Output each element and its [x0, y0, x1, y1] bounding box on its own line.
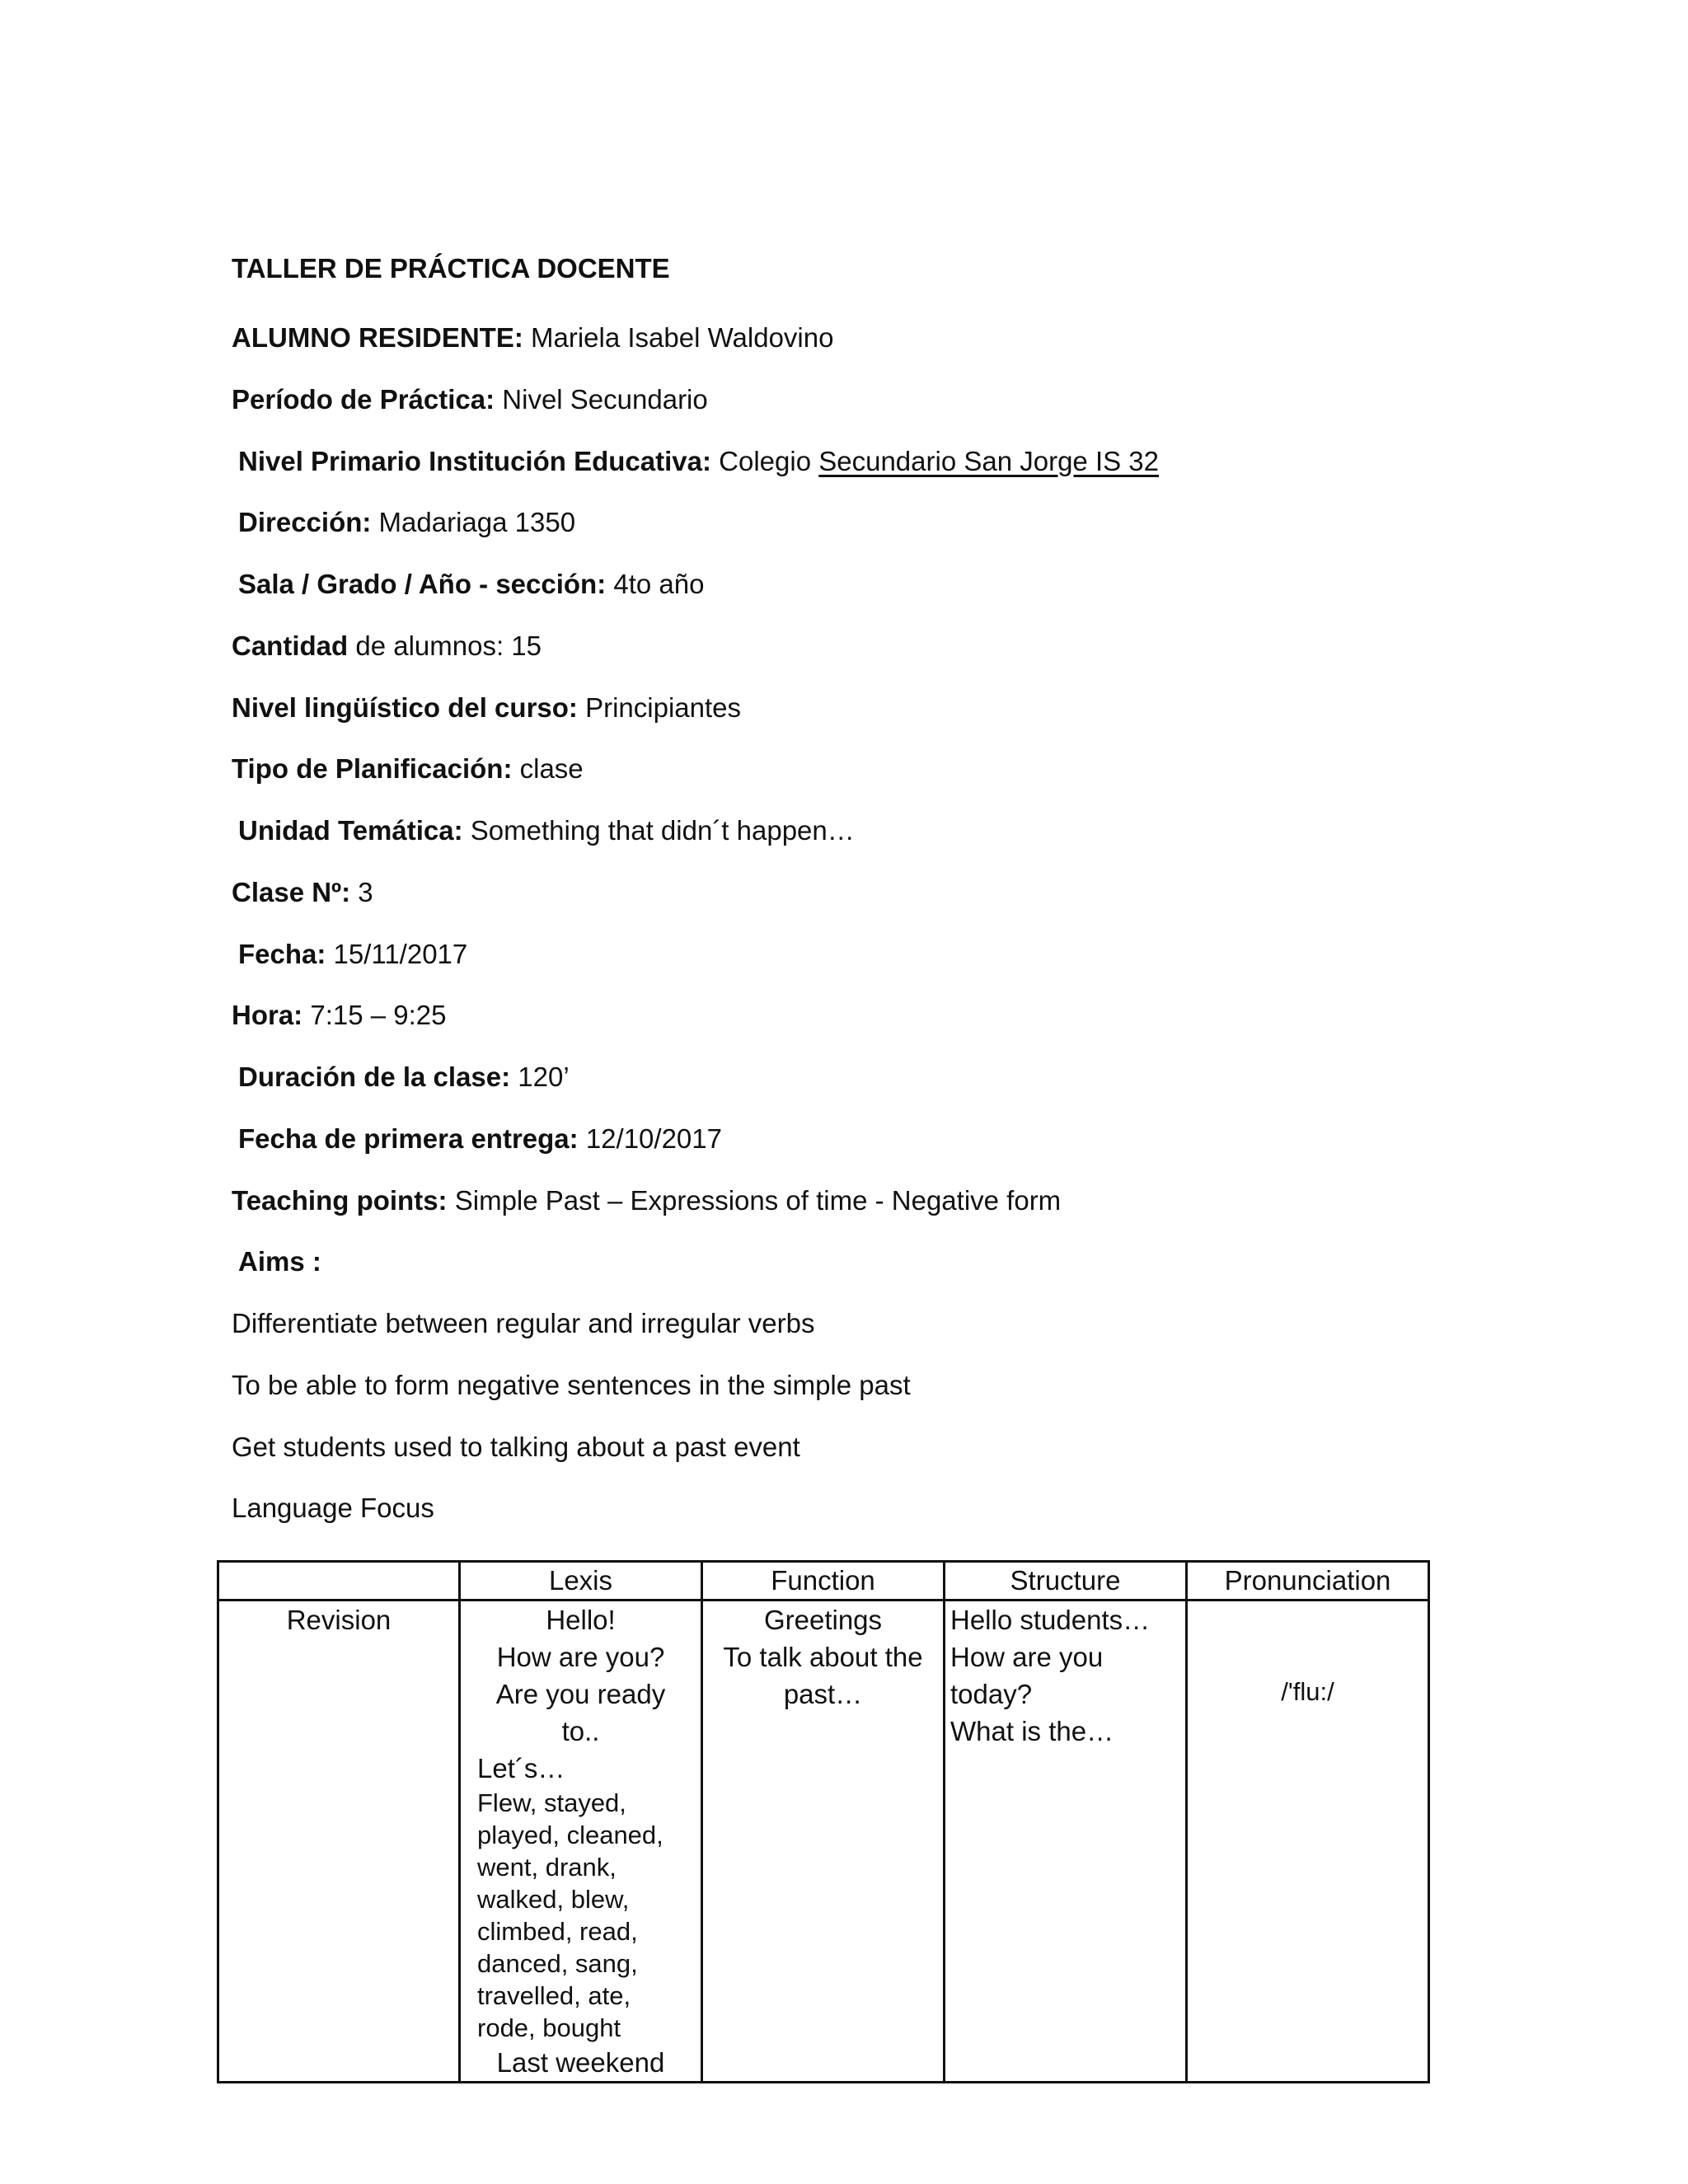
header-function: Function: [702, 1562, 945, 1601]
function-line: past…: [783, 1679, 863, 1709]
row-label-revision: Revision: [218, 1601, 460, 2083]
verb-line: travelled, ate,: [477, 1981, 631, 2010]
function-line: Greetings: [763, 1605, 883, 1635]
structure-line: How are you: [950, 1642, 1104, 1672]
header-empty: [218, 1562, 460, 1601]
lexis-verbs: [466, 1787, 696, 2044]
lexis-line: Hello!: [546, 1605, 616, 1635]
field-unidad: Unidad Temática: Something that didn´t happen…: [238, 815, 855, 846]
verb-line: Flew, stayed,: [477, 1788, 626, 1817]
header-pronunciation: Pronunciation: [1187, 1562, 1429, 1601]
verb-line: danced, sang,: [477, 1949, 638, 1978]
lexis-line: How are you?: [496, 1642, 665, 1672]
field-aims: Aims :: [238, 1246, 321, 1277]
field-periodo: Período de Práctica: Nivel Secundario: [232, 384, 708, 415]
field-institucion: Nivel Primario Institución Educativa: Colegio Secundario San Jorge IS 32: [238, 446, 1160, 476]
field-clase: Clase Nº: 3: [232, 877, 373, 907]
header-structure: Structure: [945, 1562, 1187, 1601]
lexis-line: to..: [561, 1716, 600, 1746]
pronunciation-cell: [1187, 1601, 1429, 2083]
aim-item: Get students used to talking about a past event: [232, 1432, 800, 1462]
aim-item: Differentiate between regular and irregular verbs: [232, 1308, 815, 1338]
field-nivel: Nivel lingüístico del curso: Principiantes: [232, 692, 742, 723]
verb-line: climbed, read,: [477, 1917, 638, 1946]
field-cantidad: Cantidad de alumnos: 15: [232, 630, 542, 661]
table-header-row: [218, 1562, 1429, 1601]
lexis-lets: Let´s…: [477, 1753, 565, 1783]
field-alumno: ALUMNO RESIDENTE: Mariela Isabel Waldovino: [232, 322, 834, 353]
function-line: To talk about the: [723, 1642, 923, 1672]
lexis-line: Are you ready: [495, 1679, 666, 1709]
verb-line: walked, blew,: [477, 1885, 630, 1914]
field-tipo: Tipo de Planificación: clase: [232, 753, 584, 784]
structure-line: Hello students…: [950, 1605, 1151, 1635]
verb-line: rode, bought: [477, 2013, 621, 2042]
field-teaching-points: Teaching points: Simple Past – Expressions of time - Negative form: [232, 1185, 1062, 1216]
field-sala: Sala / Grado / Año - sección: 4to año: [238, 569, 705, 599]
lexis-cell: [460, 1601, 702, 2083]
verb-line: played, cleaned,: [477, 1821, 663, 1849]
table-row: [218, 1601, 1429, 2083]
field-fecha: Fecha: 15/11/2017: [238, 939, 468, 969]
language-focus-table: [217, 1560, 1430, 2083]
field-fecha-entrega: Fecha de primera entrega: 12/10/2017: [238, 1123, 722, 1154]
pronunciation-text: /'flu:/: [1281, 1677, 1334, 1706]
language-focus-title: Language Focus: [232, 1493, 434, 1523]
aim-item: To be able to form negative sentences in the simple past: [232, 1370, 911, 1400]
lexis-last: Last weekend: [496, 2047, 665, 2078]
document-title: TALLER DE PRÁCTICA DOCENTE: [232, 253, 670, 284]
structure-line: What is the…: [950, 1716, 1114, 1746]
verb-line: went, drank,: [477, 1853, 617, 1882]
structure-line: today?: [950, 1679, 1033, 1709]
structure-cell: [945, 1601, 1187, 2083]
field-hora: Hora: 7:15 – 9:25: [232, 1000, 447, 1030]
header-lexis: Lexis: [460, 1562, 702, 1601]
field-duracion: Duración de la clase: 120’: [238, 1062, 570, 1092]
function-cell: [702, 1601, 945, 2083]
field-direccion: Dirección: Madariaga 1350: [238, 507, 576, 537]
